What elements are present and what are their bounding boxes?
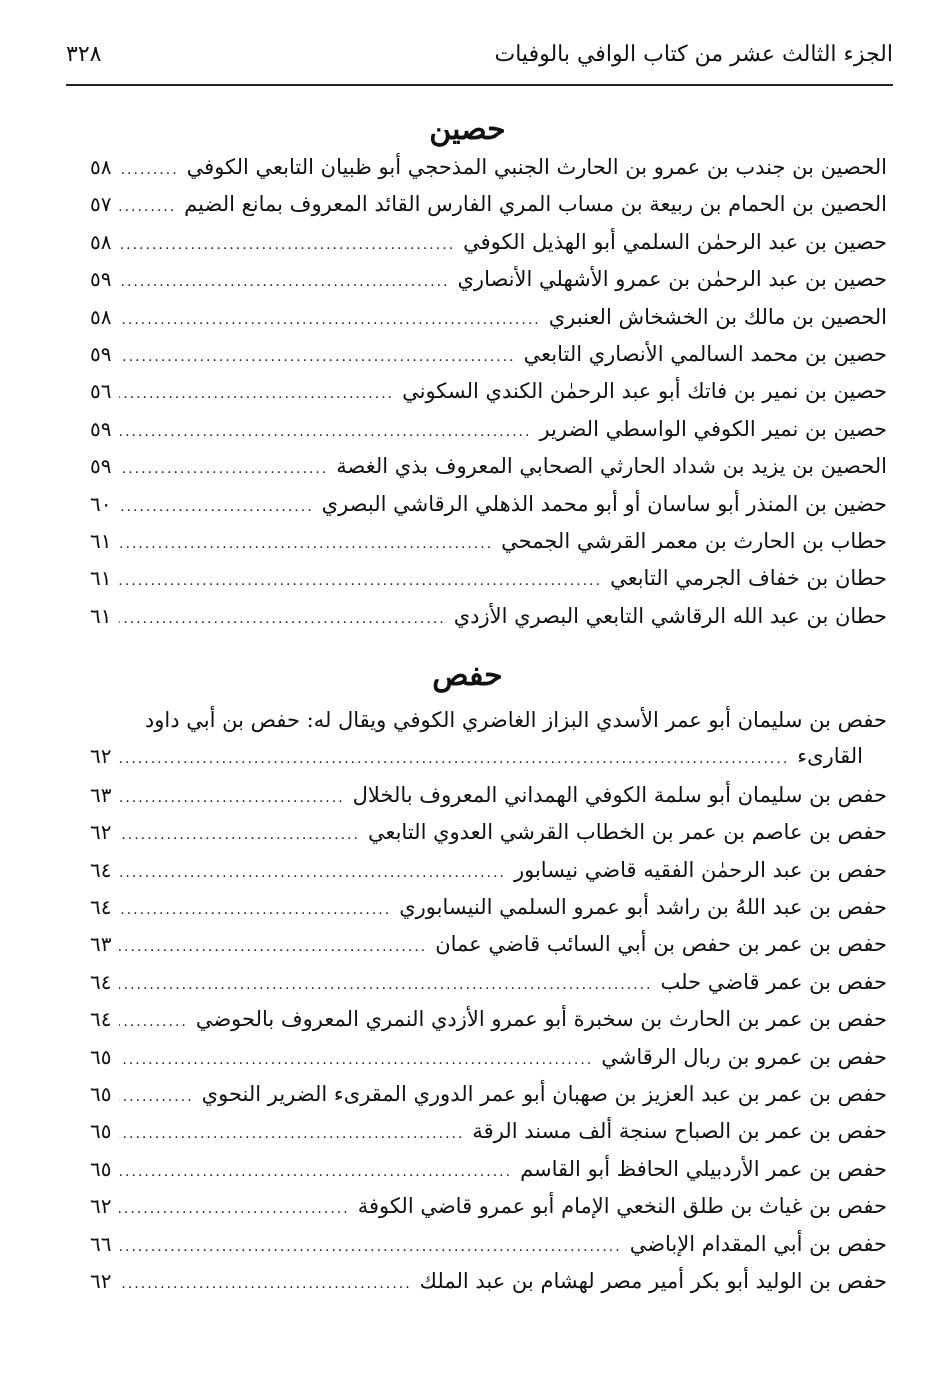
index-entry [90,1157,887,1193]
entry-name: حفص بن سليمان أبو سلمة الكوفي الهمداني المعروف بالخلال [352,782,887,807]
dot-leader [119,827,359,843]
entry-page-number: ٦١ [90,529,112,553]
index-entry [90,267,887,303]
entry-page-number: ٥٩ [90,342,112,366]
index-entry [90,1119,887,1155]
section-heading-hafs: حفص [432,658,503,693]
entry-page-number: ٦٥ [90,1119,112,1144]
dot-leader [119,461,328,477]
index-entry [90,820,887,856]
dot-leader [119,1014,187,1030]
entry-page-number: ٥٨ [90,155,112,179]
entry-page-number: ٥٦ [90,379,112,404]
dot-leader [119,237,455,253]
index-entry [90,783,887,819]
entry-name: حفص بن عبد اللهُ بن راشد أبو عمرو السلمي النيسابوري [399,895,887,919]
index-entry [90,417,887,453]
index-entry [90,1194,887,1230]
entry-name: حفص بن عمر الأردبيلي الحافظ أبو القاسم [520,1156,887,1181]
dot-leader [119,349,515,365]
index-entry [90,1082,887,1118]
entry-name: حطان بن خفاف الجرمي التابعي [610,566,887,591]
entry-page-number: ٦١ [90,603,112,628]
dot-leader [119,977,652,993]
index-entry [90,342,887,378]
entry-name: حصين بن عبد الرحمٰن بن عمرو الأشهلي الأنصاري [457,267,887,292]
dot-leader [119,1052,593,1068]
dot-leader [119,424,531,440]
index-entry [90,305,887,341]
entry-page-number: ٦٢ [90,1194,112,1219]
entry-page-number: ٥٩ [90,416,112,441]
index-entry [90,1232,887,1268]
index-entry [90,932,887,968]
entry-page-number: ٦٤ [90,969,112,994]
index-entry [90,858,887,894]
entry-name: حفص بن أبي المقدام الإباضي [629,1231,887,1256]
entry-page-number: ٦٢ [90,1269,112,1293]
dot-leader [119,1089,193,1105]
dot-leader [119,312,540,328]
dot-leader [119,751,789,767]
entry-name: حفص بن عبد الرحمٰن الفقيه قاضي نيسابور [513,857,887,882]
page-number: ٣٢٨ [66,42,102,67]
entry-page-number: ٥٨ [90,229,112,254]
entry-name: حفص بن عمر قاضي حلب [660,969,887,994]
entry-page-number: ٦٥ [90,1082,112,1106]
entry-name: حفص بن عمر بن حفص بن أبي السائب قاضي عمان [435,932,887,957]
dot-leader [119,573,602,589]
index-entry [90,155,887,191]
dot-leader [119,1126,464,1142]
entry-name: حفص بن عمرو بن ربال الرقاشي [601,1044,887,1069]
dot-leader [119,386,394,402]
entry-name: حصين بن نمير الكوفي الواسطي الضرير [539,416,887,441]
entry-page-number: ٥٩ [90,454,112,479]
entry-page-number: ٦٤ [90,895,112,919]
entry-name: حطاب بن الحارث بن معمر القرشي الجمحي [501,529,887,553]
entry-page-number: ٦٥ [90,1156,112,1181]
section-heading-husayn: حصين [429,112,506,147]
index-entry [90,895,887,931]
dot-leader [119,611,445,627]
entry-page-number: ٦٤ [90,1007,112,1032]
dot-leader [119,1276,411,1292]
index-entry [90,1269,887,1305]
entry-name: الحصين بن يزيد بن شداد الحارثي الصحابي المعروف بذي الغصة [336,454,887,479]
index-entry [90,379,887,415]
index-entry [90,604,887,640]
index-entry [90,492,887,528]
entry-page-number: ٦٠ [90,491,112,516]
entry-name: حطان بن عبد الله الرقاشي التابعي البصري الأزدي [453,603,887,628]
entry-name: الحصين بن مالك بن الخشخاش العنبري [548,304,887,329]
index-entry [90,970,887,1006]
entry-name: حفص بن الوليد أبو بكر أمير مصر لهشام بن عبد الملك [419,1269,887,1293]
dot-leader [119,1239,621,1255]
index-entry [90,566,887,602]
index-entry [90,1045,887,1081]
entry-name: حفص بن عاصم بن عمر بن الخطاب القرشي العدوي التابعي [367,820,887,845]
entry-page-number: ٥٧ [90,192,112,217]
entry-continuation-line [90,744,887,780]
entry-page-number: ٦٣ [90,782,112,807]
dot-leader [119,199,176,215]
index-entry [90,454,887,490]
dot-leader [119,790,344,806]
entry-page-number: ٦٦ [90,1231,112,1256]
entry-name: حصين بن عبد الرحمٰن السلمي أبو الهذيل الكوفي [463,229,887,254]
entry-name: حفص بن عمر بن عبد العزيز بن صهبان أبو عمر الدوري المقرىء الضرير النحوي [201,1082,887,1106]
running-title: الجزء الثالث عشر من كتاب الوافي بالوفيات [494,42,893,67]
dot-leader [119,162,178,178]
entry-page-number: ٦٣ [90,932,112,957]
dot-leader [119,902,391,918]
entry-name: حفص بن عمر بن الصباح سنجة ألف مسند الرقة [472,1119,887,1144]
dot-leader [119,865,505,881]
dot-leader [119,1201,349,1217]
dot-leader [119,536,493,552]
entry-name: حفص بن غياث بن طلق النخعي الإمام أبو عمرو قاضي الكوفة [357,1194,887,1219]
index-entry [90,230,887,266]
dot-leader [119,939,427,955]
entry-page-number: ٦٤ [90,857,112,882]
entry-page-number: ٥٨ [90,304,112,329]
entry-name: الحصين بن الحمام بن ربيعة بن مساب المري الفارس القائد المعروف بمانع الضيم [184,192,887,217]
entry-name: حضين بن المنذر أبو ساسان أو أبو محمد الذهلي الرقاشي البصري [321,491,887,516]
entry-page-number: ٥٩ [90,267,112,292]
entry-name: حفص بن سليمان أبو عمر الأسدي البزاز الغاضري الكوفي ويقال له: حفص بن أبي داود [144,708,887,732]
dot-leader [119,499,313,515]
entry-page-number: ٦١ [90,566,112,591]
index-entry [90,192,887,228]
index-entry [90,708,887,780]
entry-page-number: ٦٥ [90,1044,112,1069]
entry-name: حصين بن نمير بن فاتك أبو عبد الرحمٰن الكندي السكوني [402,379,887,404]
entry-page-number: ٦٢ [90,744,112,768]
entry-name-continuation: القارىء [797,744,863,768]
dot-leader [119,274,449,290]
index-entry [90,529,887,565]
entry-name: حفص بن عمر بن الحارث بن سخبرة أبو عمرو الأزدي النمري المعروف بالحوضي [195,1007,887,1032]
entry-page-number: ٦٢ [90,820,112,845]
index-entry [90,1007,887,1043]
entry-name: الحصين بن جندب بن عمرو بن الحارث الجنبي المذحجي أبو ظبيان التابعي الكوفي [186,155,887,179]
dot-leader [119,1164,512,1180]
entry-name: حصين بن محمد السالمي الأنصاري التابعي [523,342,887,366]
